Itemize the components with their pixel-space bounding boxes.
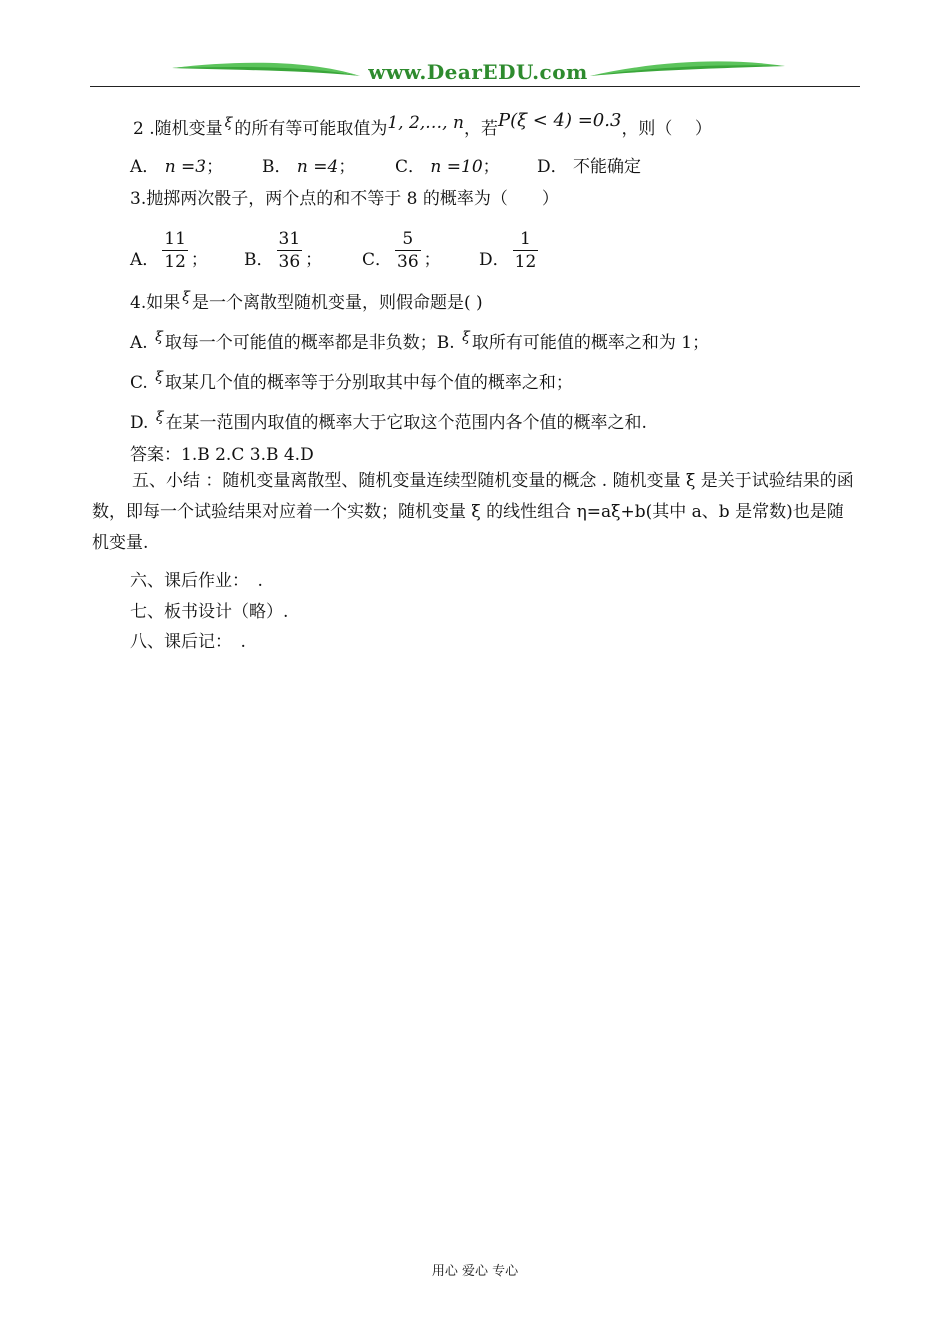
xi-symbol: ξ: [182, 289, 190, 305]
q2-values: 1, 2,…, n: [387, 113, 464, 133]
q3-option-d: D． $\frac{1}{12}$: [479, 229, 537, 272]
q2-prob-expr: P(ξ < 4) =0.3: [497, 110, 622, 131]
header-rule: [90, 86, 860, 87]
board-design-section: 七、板书设计（略）.: [130, 602, 289, 622]
q2-option-b: B． n =4；: [262, 157, 356, 177]
fraction: $\frac{5}{36}$: [397, 229, 419, 272]
q2-option-a: A． n =3；: [130, 157, 224, 177]
q2-stem-part-a: 2 .随机变量: [133, 119, 223, 139]
answer-key: 答案：1.B 2.C 3.B 4.D: [130, 445, 314, 465]
q2-option-c: C． n =10；: [395, 157, 500, 177]
q3-option-a: A． $\frac{11}{12}$ ；: [130, 229, 208, 272]
question-3-options: [130, 229, 541, 283]
page-header: [90, 58, 860, 90]
q4-option-c: C. $^\xi$ 取某几个值的概率等于分别取其中每个值的概率之和；: [130, 369, 573, 393]
fraction: $\frac{11}{12}$: [164, 229, 186, 272]
page-footer: 用心 爱心 专心: [431, 1264, 519, 1279]
xi-symbol: ξ: [155, 369, 163, 385]
xi-symbol: ξ: [155, 409, 164, 425]
question-4-stem: 4.如果 $^\xi$ 是一个离散型随机变量，则假命题是( ): [130, 289, 483, 313]
q4-option-a-b: A. $^\xi$ 取每一个可能值的概率都是非负数；B. $^\xi$ 取所有可能值的概率之和为 1；: [130, 329, 710, 353]
summary-paragraph: 五、小结 ：随机变量离散型、随机变量连续型随机变量的概念 . 随机变量 ξ 是关于试验结果的函数，即每一个试验结果对应着一个实数；随机变量 ξ 的线性组合 η=aξ+b(其中 a、b 是常数)也是随机变量.: [92, 471, 854, 553]
fraction: $\frac{31}{36}$: [278, 229, 301, 272]
q3-option-c: C． $\frac{5}{36}$ ；: [362, 229, 441, 272]
question-2-options: [130, 152, 641, 177]
q2-stem-part-c: ，若: [463, 119, 498, 139]
question-2-stem: [133, 110, 712, 139]
xi-symbol: ξ: [224, 115, 233, 131]
xi-symbol: ξ: [155, 329, 163, 345]
post-class-notes-section: 八、课后记： .: [130, 632, 246, 652]
q4-option-d: D. $^\xi$ 在某一范围内取值的概率大于它取这个范围内各个值的概率之和.: [130, 409, 647, 433]
homework-section: 六、课后作业： .: [130, 571, 263, 591]
question-3-stem: 3.抛掷两次骰子，两个点的和不等于 8 的概率为（ ）: [130, 189, 559, 209]
site-logo-text: www.DearEDU.com: [368, 60, 588, 84]
xi-symbol: ξ: [462, 329, 470, 345]
q2-stem-part-d: ，则（ ）: [621, 119, 712, 139]
q2-stem-part-b: 的所有等可能取值为: [234, 119, 388, 139]
q2-option-d: D． 不能确定: [537, 157, 642, 177]
q3-option-b: B． $\frac{31}{36}$ ；: [244, 229, 323, 272]
fraction: $\frac{1}{12}$: [514, 229, 537, 272]
